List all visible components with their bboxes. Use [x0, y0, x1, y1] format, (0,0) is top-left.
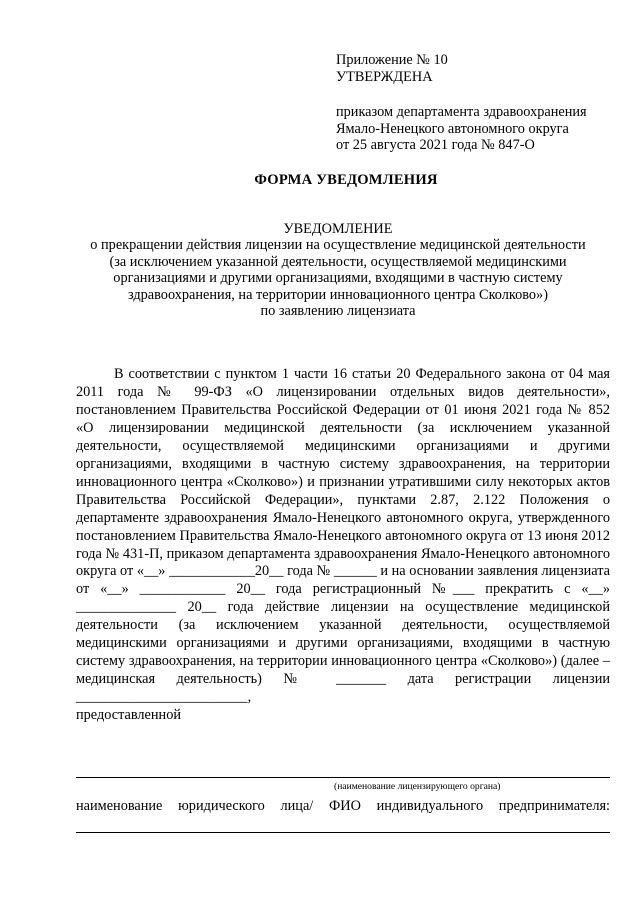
form-title: ФОРМА УВЕДОМЛЕНИЯ — [254, 172, 438, 188]
notice-title-block — [60, 221, 616, 319]
notice-line-1: о прекращении действия лицензии на осуществление медицинской деятельности — [90, 237, 586, 254]
applicant-name-line — [76, 832, 610, 833]
notice-line-2: (за исключением указанной деятельности, осуществляемой медицинскими — [109, 253, 567, 270]
licensing-authority-caption: (наименование лицензирующего органа) — [334, 781, 501, 792]
order-line-1: приказом департамента здравоохранения — [336, 104, 587, 120]
notice-line-5: по заявлению лицензиата — [260, 303, 416, 320]
body-text — [76, 366, 610, 725]
appendix-block — [336, 52, 626, 154]
appendix-number: Приложение № 10 — [336, 52, 448, 68]
notice-line-4: здравоохранения, на территории инновационного центра Сколково») — [128, 286, 548, 303]
provided-label: предоставленной — [76, 707, 181, 724]
notice-heading: УВЕДОМЛЕНИЕ — [283, 221, 393, 237]
applicant-name-label: наименование юридического лица/ ФИО индивидуального предпринимателя: — [76, 798, 610, 814]
notice-line-3: организациями и другими организациями, входящими в частную систему — [113, 270, 563, 287]
approved-label: УТВЕРЖДЕНА — [336, 68, 433, 85]
licensing-authority-line — [76, 777, 610, 778]
order-line-2: Ямало-Ненецкого автономного округа — [336, 120, 569, 137]
order-line-3: от 25 августа 2021 года № 847-О — [336, 137, 535, 153]
body-paragraph: В соответствии с пунктом 1 части 16 статьи 20 Федерального закона от 04 мая 2011 года № 99-ФЗ «О лицензировании отдельных видов деятельности», постановлением Правительства Российской Федерации от 01 июня 2021 года № 852 «О лицензировании медицинской деятельности (за исключением указанной деятельности, осуществляемой медицинскими организациями и другими организациями, входящими в частную систему здравоохранения, на территории инновационного центра «Сколково») и признании утратившими силу некоторых актов Правительства Российской Федерации», пунктами 2.87, 2.122 Положения о департаменте здравоохранения Ямало-Ненецкого автономного округа, утвержденного постановлением Правительства Ямало-Ненецкого автономного округа от 13 июня 2012 года № 431-П, приказом департамента здравоохранения Ямало-Ненецкого автономного округа от «__» ____________20__ года № ______ и на основании заявления лицензиата от «__» ____________ 20__ года регистрационный №___ прекратить с «__» ______________ 20__ года действие лицензии на осуществление медицинской деятельности (за исключением указанной деятельности, осуществляемой медицинскими организациями и другими организациями, входящими в частную систему здравоохранения, на территории инновационного центра «Сколково») (далее – медицинская деятельность) № _______ дата регистрации лицензии ________________________, — [76, 366, 610, 706]
